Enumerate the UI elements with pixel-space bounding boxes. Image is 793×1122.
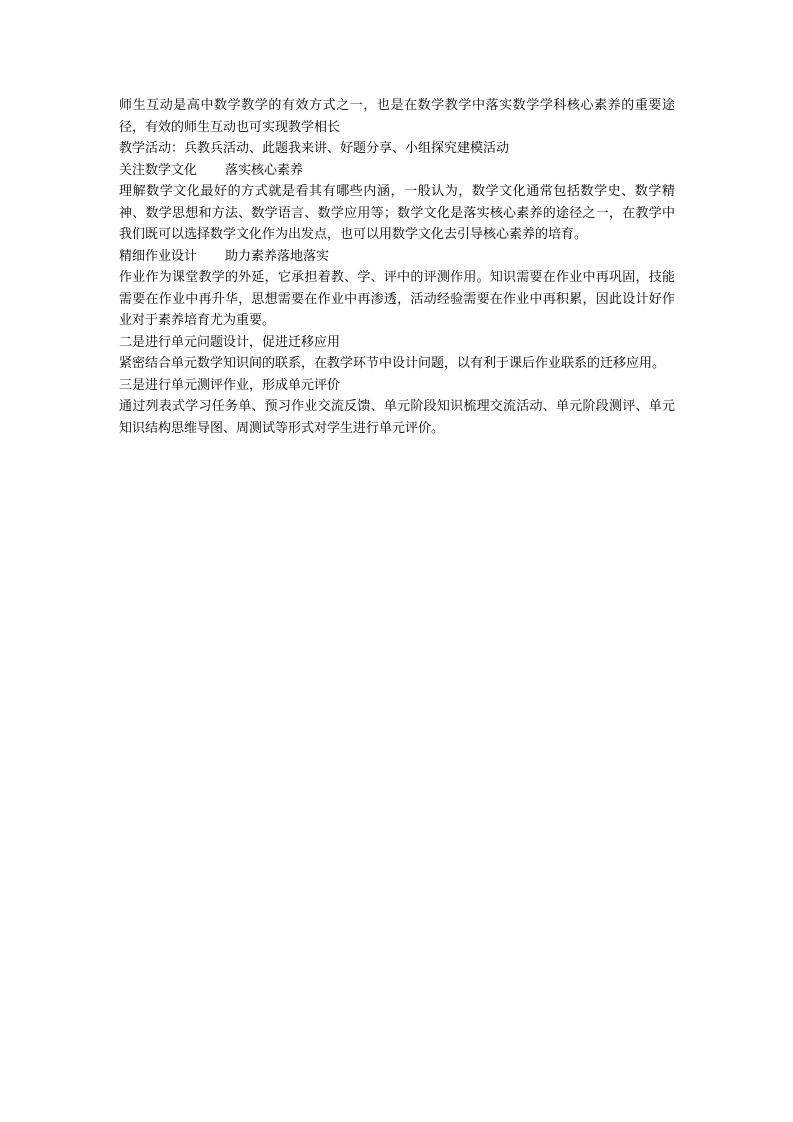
heading-left: 精细作业设计 (119, 248, 198, 264)
document-body (119, 95, 675, 439)
paragraph-teacher-student-interaction: 师生互动是高中数学教学的有效方式之一，也是在数学教学中落实数学学科核心素养的重要途径，有效的师生互动也可实现教学相长 (119, 98, 675, 135)
section-heading-math-culture (119, 160, 675, 182)
section-heading-homework-design (119, 246, 675, 268)
subheading-unit-assessment: 三是进行单元测评作业，形成单元评价 (119, 377, 341, 393)
heading-left: 关注数学文化 (119, 162, 198, 178)
paragraph-math-culture: 理解数学文化最好的方式就是看其有哪些内涵，一般认为，数学文化通常包括数学史、数学精神、数学思想和方法、数学语言、数学应用等；数学文化是落实核心素养的途径之一，在教学中我们既可以选择数学文化作为出发点，也可以用数学文化去引导核心素养的培育。 (119, 184, 675, 242)
paragraph-homework: 作业作为课堂教学的外延，它承担着教、学、评中的评测作用。知识需要在作业中再巩固，技能需要在作业中再升华，思想需要在作业中再渗透，活动经验需要在作业中再积累，因此设计好作业对于素养培育尤为重要。 (119, 270, 675, 328)
paragraph-unit-problem-design: 紧密结合单元数学知识间的联系，在教学环节中设计问题，以有利于课后作业联系的迁移应用。 (119, 356, 666, 371)
heading-right: 落实核心素养 (225, 162, 304, 178)
subheading-unit-problem-design: 二是进行单元问题设计，促进迁移应用 (119, 334, 341, 350)
paragraph-unit-assessment: 通过列表式学习任务单、预习作业交流反馈、单元阶段知识梳理交流活动、单元阶段测评、单元知识结构思维导图、周测试等形式对学生进行单元评价。 (119, 399, 675, 436)
heading-right: 助力素养落地落实 (225, 248, 330, 264)
paragraph-teaching-activities: 教学活动：兵教兵活动、此题我来讲、好题分享、小组探究建模活动 (119, 141, 510, 156)
